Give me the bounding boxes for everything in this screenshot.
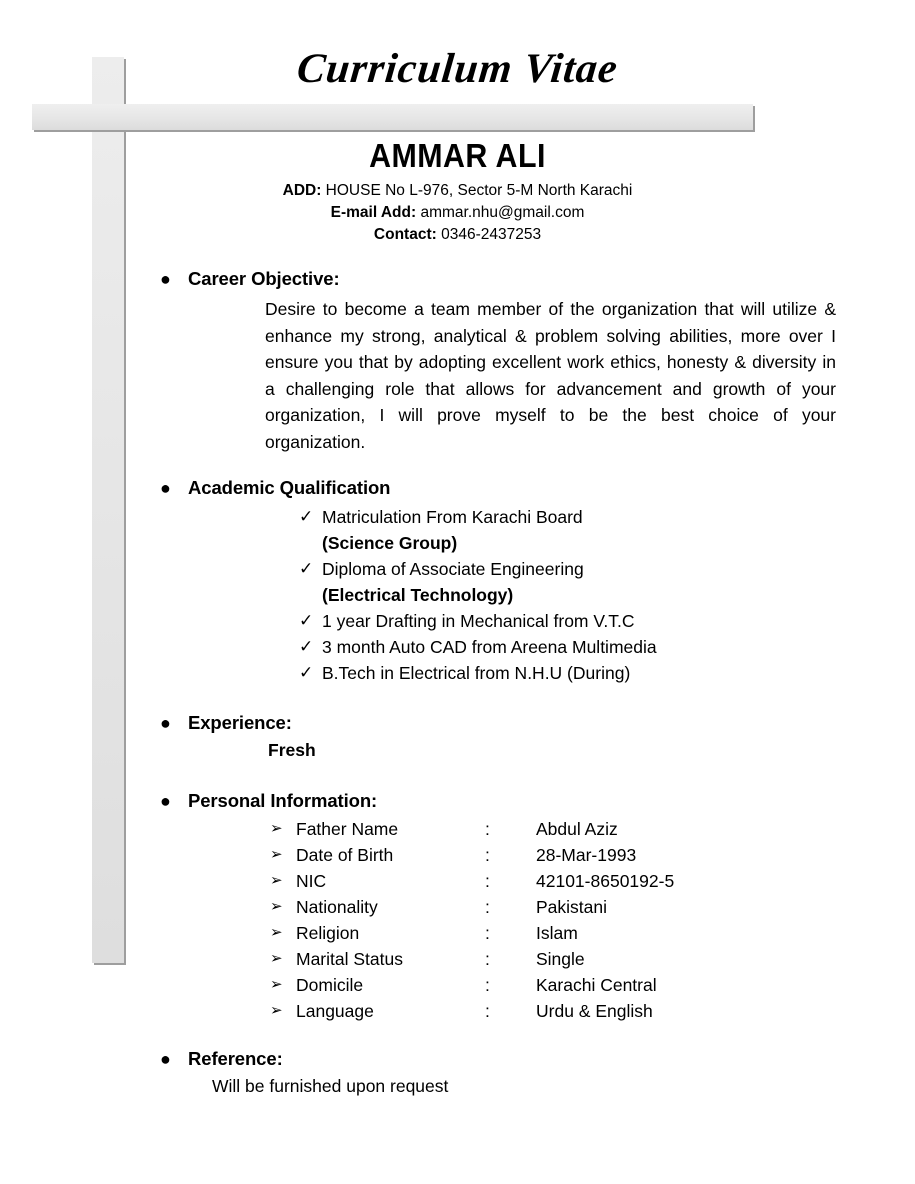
- experience-heading-text: Experience:: [188, 712, 292, 733]
- contact-phone-line: [0, 224, 915, 246]
- personal-info-label: Religion: [296, 923, 360, 943]
- academic-list-item: [0, 660, 915, 686]
- disc-bullet-icon: ●: [160, 791, 171, 811]
- personal-information-heading: [0, 790, 915, 812]
- reference-heading-text: Reference:: [188, 1048, 283, 1069]
- contact-phone-label: Contact:: [373, 226, 437, 243]
- arrow-bullet-icon: ➢: [270, 950, 283, 967]
- personal-info-separator: :: [485, 871, 490, 891]
- check-icon: ✓: [299, 559, 314, 578]
- personal-info-value: 28-Mar-1993: [536, 845, 637, 865]
- academic-list-item-text: 3 month Auto CAD from Areena Multimedia: [322, 637, 657, 657]
- personal-info-label: Father Name: [296, 819, 399, 839]
- personal-info-label: Language: [296, 1001, 374, 1021]
- academic-qualification-list: [0, 504, 915, 686]
- personal-info-label: Domicile: [296, 975, 364, 995]
- arrow-bullet-icon: ➢: [270, 976, 283, 993]
- personal-info-value: Islam: [536, 923, 578, 943]
- disc-bullet-icon: ●: [160, 1049, 171, 1069]
- table-row: [270, 894, 674, 920]
- section-career-objective: [0, 268, 915, 455]
- personal-info-label: Nationality: [296, 897, 378, 917]
- academic-qualification-heading: [0, 477, 915, 499]
- personal-info-value: 42101-8650192-5: [536, 871, 675, 891]
- arrow-bullet-icon: ➢: [270, 820, 283, 837]
- academic-list-item: [0, 608, 915, 634]
- experience-heading: [0, 712, 915, 734]
- personal-info-label: Date of Birth: [296, 845, 394, 865]
- contact-block: [0, 180, 915, 246]
- reference-heading: [0, 1048, 915, 1070]
- table-row: [270, 868, 674, 894]
- contact-phone-value: 0346-2437253: [436, 226, 542, 243]
- personal-info-separator: :: [485, 1001, 490, 1021]
- personal-info-value: Pakistani: [536, 897, 608, 917]
- section-reference: [0, 1048, 915, 1099]
- check-icon: ✓: [299, 611, 314, 630]
- arrow-bullet-icon: ➢: [270, 846, 283, 863]
- page-title: Curriculum Vitae: [294, 46, 621, 92]
- personal-info-value: Single: [536, 949, 585, 969]
- check-icon: ✓: [299, 507, 314, 526]
- disc-bullet-icon: ●: [160, 478, 171, 498]
- personal-information-table: [270, 816, 674, 1024]
- academic-list-item-subtext: (Science Group): [322, 533, 458, 553]
- contact-email-label: E-mail Add:: [330, 204, 417, 221]
- table-row: [270, 920, 674, 946]
- contact-email-line: [0, 202, 915, 224]
- section-experience: [0, 712, 915, 763]
- personal-info-separator: :: [485, 975, 490, 995]
- personal-info-value: Karachi Central: [536, 975, 657, 995]
- table-row: [270, 946, 674, 972]
- table-row: [270, 972, 674, 998]
- academic-list-item-text: B.Tech in Electrical from N.H.U (During): [322, 663, 631, 683]
- academic-list-item-text: 1 year Drafting in Mechanical from V.T.C: [322, 611, 635, 631]
- academic-list-item-subtext: (Electrical Technology): [322, 585, 514, 605]
- candidate-name: AMMAR ALI: [369, 137, 546, 174]
- personal-info-label: Marital Status: [296, 949, 403, 969]
- reference-body: Will be furnished upon request: [212, 1076, 449, 1096]
- academic-list-item-text: Diploma of Associate Engineering: [322, 559, 584, 579]
- section-personal-information: [0, 790, 915, 1024]
- disc-bullet-icon: ●: [160, 713, 171, 733]
- personal-info-value: Abdul Aziz: [536, 819, 618, 839]
- personal-info-separator: :: [485, 897, 490, 917]
- check-icon: ✓: [299, 663, 314, 682]
- personal-info-value: Urdu & English: [536, 1001, 653, 1021]
- personal-info-separator: :: [485, 819, 490, 839]
- arrow-bullet-icon: ➢: [270, 1002, 283, 1019]
- contact-address-label: ADD:: [282, 182, 322, 199]
- personal-information-heading-text: Personal Information:: [188, 790, 378, 811]
- check-icon: ✓: [299, 637, 314, 656]
- personal-info-separator: :: [485, 923, 490, 943]
- experience-value: Fresh: [268, 740, 316, 760]
- career-objective-body: Desire to become a team member of the organization that will utilize & enhance my strong, analytical & problem solving abilities, more over I ensure you that by adopting excellent work ethics, honesty & diversity in a challenging role that allows for advancement and growth of your organization, I will prove myself to be the best choice of your organization.: [265, 299, 836, 452]
- table-row: [270, 816, 674, 842]
- table-row: [270, 998, 674, 1024]
- academic-list-item-text: Matriculation From Karachi Board: [322, 507, 583, 527]
- personal-info-separator: :: [485, 949, 490, 969]
- section-academic-qualification: [0, 477, 915, 686]
- career-objective-heading: [0, 268, 915, 290]
- contact-address-value: HOUSE No L-976, Sector 5-M North Karachi: [321, 182, 633, 199]
- arrow-bullet-icon: ➢: [270, 898, 283, 915]
- arrow-bullet-icon: ➢: [270, 872, 283, 889]
- career-objective-heading-text: Career Objective:: [188, 268, 340, 289]
- academic-qualification-heading-text: Academic Qualification: [188, 477, 391, 498]
- academic-list-item: [0, 504, 915, 530]
- personal-info-separator: :: [485, 845, 490, 865]
- disc-bullet-icon: ●: [160, 269, 171, 289]
- contact-address-line: [0, 180, 915, 202]
- academic-list-item: [0, 634, 915, 660]
- personal-info-label: NIC: [296, 871, 327, 891]
- arrow-bullet-icon: ➢: [270, 924, 283, 941]
- table-row: [270, 842, 674, 868]
- contact-email-value: ammar.nhu@gmail.com: [416, 204, 585, 221]
- academic-list-item: [0, 556, 915, 582]
